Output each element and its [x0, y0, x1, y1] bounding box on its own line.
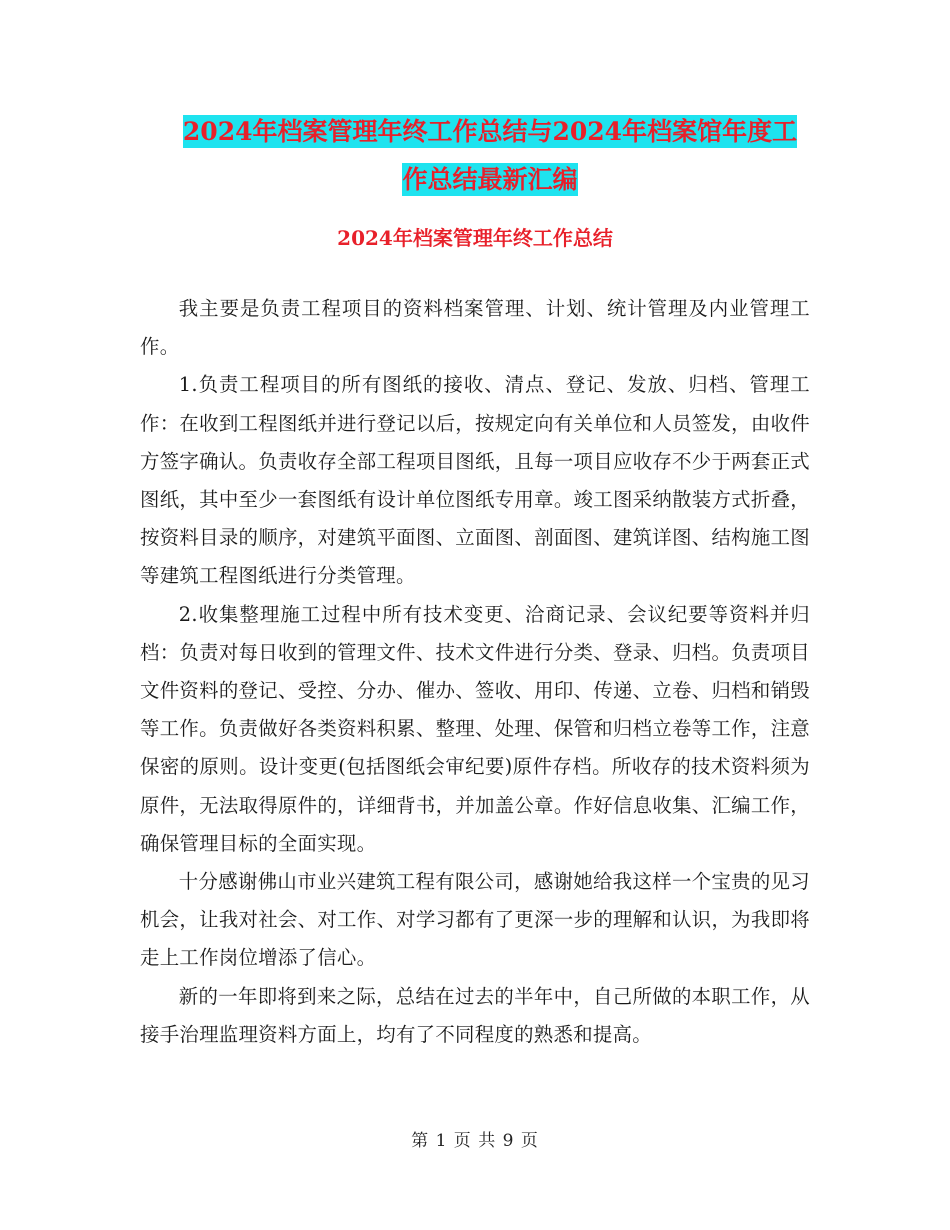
document-title — [140, 108, 840, 204]
document-title-line-1: 2024年档案管理年终工作总结与2024年档案馆年度工 — [182, 117, 798, 146]
body-paragraph-1: 我主要是负责工程项目的资料档案管理、计划、统计管理及内业管理工作。 — [140, 297, 810, 359]
body-paragraph-5: 新的一年即将到来之际，总结在过去的半年中，自己所做的本职工作，从接手治理监理资料方面上，均有了不同程度的熟悉和提高。 — [140, 984, 810, 1046]
body-paragraph-4: 十分感谢佛山市业兴建筑工程有限公司，感谢她给我这样一个宝贵的见习机会，让我对社会、对工作、对学习都有了更深一步的理解和认识，为我即将走上工作岗位增添了信心。 — [140, 870, 810, 970]
body-paragraph-2: 1.负责工程项目的所有图纸的接收、清点、登记、发放、归档、管理工作：在收到工程图纸并进行登记以后，按规定向有关单位和人员签发，由收件方签字确认。负责收存全部工程项目图纸，且每一项目应收存不少于两套正式图纸，其中至少一套图纸有设计单位图纸专用章。竣工图采纳散装方式折叠，按资料目录的顺序，对建筑平面图、立面图、剖面图、建筑详图、结构施工图等建筑工程图纸进行分类管理。 — [140, 373, 810, 588]
document-body — [140, 290, 810, 1054]
section-title: 2024年档案管理年终工作总结 — [337, 226, 613, 250]
body-paragraph-3: 2.收集整理施工过程中所有技术变更、洽商记录、会议纪要等资料并归档：负责对每日收到的管理文件、技术文件进行分类、登录、归档。负责项目文件资料的登记、受控、分办、催办、签收、用印、传递、立卷、归档和销毁等工作。负责做好各类资料积累、整理、处理、保管和归档立卷等工作，注意保密的原则。设计变更(包括图纸会审纪要)原件存档。所收存的技术资料须为原件，无法取得原件的，详细背书，并加盖公章。作好信息收集、汇编工作，确保管理目标的全面实现。 — [140, 602, 810, 855]
document-title-line-2: 作总结最新汇编 — [402, 165, 578, 194]
page-footer: 第 1 页 共 9 页 — [411, 1131, 539, 1151]
